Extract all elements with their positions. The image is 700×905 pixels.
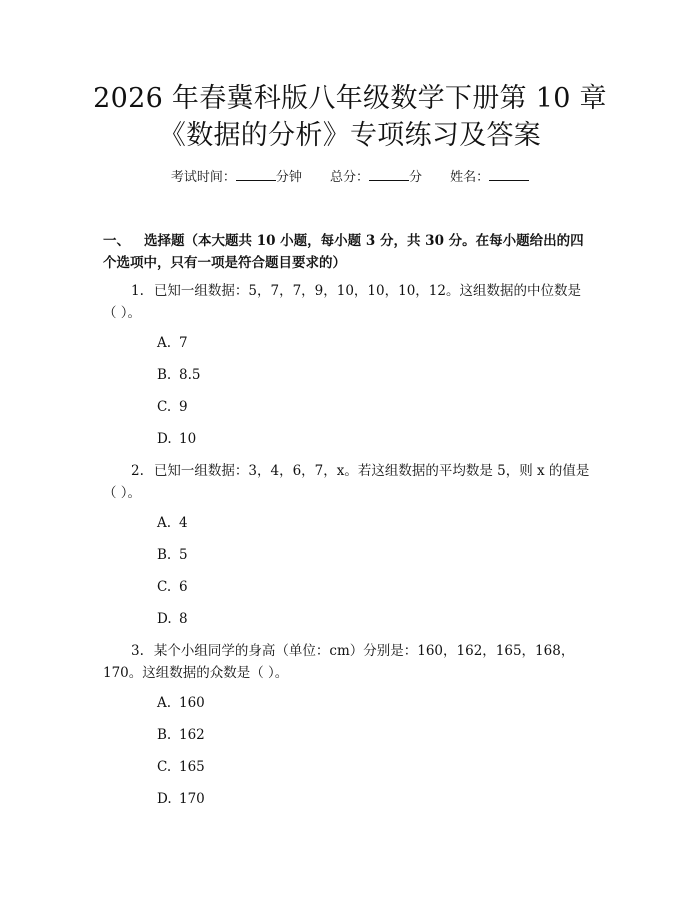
name-field <box>450 168 529 187</box>
option-value: 9 <box>179 399 188 415</box>
option-1c <box>157 398 188 416</box>
section-text: 选择题（本大题共 10 小题，每小题 3 分，共 30 分。在每小题给出的四个选项中，只有一项是符合题目要求的） <box>103 233 584 271</box>
option-letter: A. <box>157 515 172 531</box>
option-3a <box>157 694 205 712</box>
question-number: 2. <box>131 463 144 479</box>
option-3c <box>157 758 205 776</box>
question-number: 3. <box>131 643 144 659</box>
option-2a <box>157 514 188 532</box>
option-value: 10 <box>179 431 197 447</box>
option-letter: C. <box>157 759 172 775</box>
question-text: 已知一组数据：3，4，6，7，x。若这组数据的平均数是 5，则 x 的值是（ ）。 <box>103 463 590 501</box>
option-1b <box>157 366 200 384</box>
option-letter: C. <box>157 399 172 415</box>
question-3 <box>103 640 593 684</box>
question-1 <box>103 280 593 324</box>
option-3b <box>157 726 205 744</box>
time-field <box>171 168 302 187</box>
option-letter: B. <box>157 547 172 563</box>
option-letter: A. <box>157 335 172 351</box>
option-value: 6 <box>179 579 188 595</box>
page-subtitle: 《数据的分析》专项练习及答案 <box>158 120 542 151</box>
option-letter: D. <box>157 431 172 447</box>
option-value: 8.5 <box>179 367 201 383</box>
section-number: 一、 <box>103 233 130 249</box>
exam-meta <box>0 168 700 187</box>
option-value: 165 <box>179 759 205 775</box>
option-value: 4 <box>179 515 188 531</box>
option-2d <box>157 610 188 628</box>
option-3d <box>157 790 205 808</box>
score-field <box>330 168 422 187</box>
score-label: 总分： <box>329 170 369 185</box>
option-letter: B. <box>157 367 172 383</box>
option-value: 160 <box>179 695 205 711</box>
name-label: 姓名： <box>450 170 490 185</box>
name-blank <box>489 168 529 181</box>
score-blank <box>369 168 409 181</box>
time-label: 考试时间： <box>170 170 236 185</box>
option-2b <box>157 546 188 564</box>
question-text: 某个小组同学的身高（单位：cm）分别是：160，162，165，168，170。这组数据的众数是（ ）。 <box>103 643 575 681</box>
score-unit: 分 <box>409 170 423 185</box>
option-letter: A. <box>157 695 172 711</box>
option-letter: C. <box>157 579 172 595</box>
question-number: 1. <box>131 283 144 299</box>
option-letter: D. <box>157 611 172 627</box>
time-unit: 分钟 <box>275 170 302 185</box>
page-title: 2026 年春冀科版八年级数学下册第 10 章 <box>93 83 607 114</box>
question-2 <box>103 460 593 504</box>
option-value: 8 <box>179 611 188 627</box>
option-letter: B. <box>157 727 172 743</box>
option-2c <box>157 578 188 596</box>
option-value: 170 <box>179 791 205 807</box>
option-letter: D. <box>157 791 172 807</box>
option-value: 162 <box>179 727 205 743</box>
option-value: 5 <box>179 547 188 563</box>
question-text: 已知一组数据：5，7，7，9，10，10，10，12。这组数据的中位数是（ ）。 <box>103 283 581 321</box>
section-heading <box>103 230 593 274</box>
option-1d <box>157 430 196 448</box>
time-blank <box>236 168 276 181</box>
option-value: 7 <box>179 335 188 351</box>
option-1a <box>157 334 188 352</box>
